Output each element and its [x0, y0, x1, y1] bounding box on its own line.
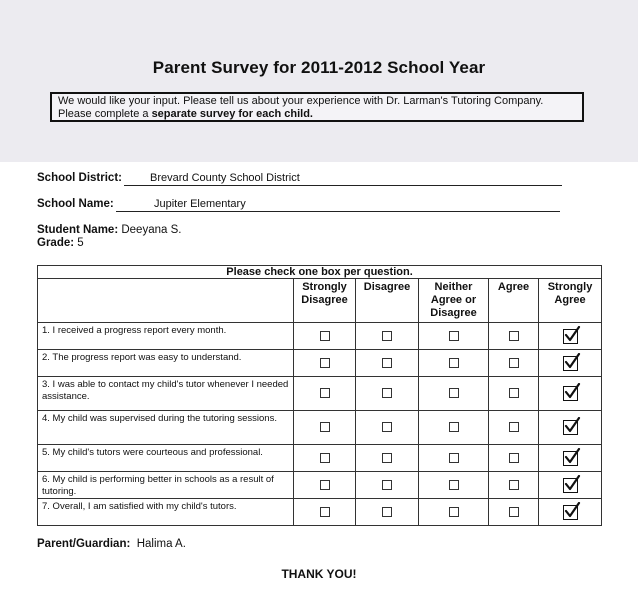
checkbox[interactable]: [320, 453, 330, 463]
question-rows: [38, 323, 602, 526]
checkbox[interactable]: [382, 453, 392, 463]
checkbox[interactable]: [449, 358, 459, 368]
answer-cell: [539, 472, 602, 499]
answer-cell: [539, 350, 602, 377]
intro-line-2-bold: separate survey for each child.: [151, 108, 313, 120]
checkmark-icon: [563, 383, 581, 401]
answer-cell: [356, 323, 419, 350]
student-name-value: Deeyana S.: [121, 224, 182, 236]
checked-checkbox[interactable]: [563, 356, 578, 371]
answer-cell: [539, 411, 602, 445]
intro-line-2-prefix: Please complete a: [58, 108, 152, 120]
table-row: [38, 323, 602, 350]
intro-line-1: We would like your input. Please tell us about your experience with Dr. Larman's Tutoring Company.: [58, 95, 544, 107]
checkbox[interactable]: [382, 480, 392, 490]
school-district-label: School District:: [37, 172, 122, 184]
checkbox[interactable]: [509, 480, 519, 490]
checkbox[interactable]: [449, 480, 459, 490]
checkbox[interactable]: [382, 388, 392, 398]
checkbox[interactable]: [320, 358, 330, 368]
checkbox[interactable]: [382, 358, 392, 368]
question-text: 7. Overall, I am satisfied with my child's tutors.: [38, 499, 294, 526]
checkbox[interactable]: [320, 507, 330, 517]
checkbox[interactable]: [320, 480, 330, 490]
student-name-row: [37, 224, 181, 236]
grade-row: [37, 237, 84, 249]
intro-line-2: [58, 108, 576, 121]
answer-cell: [356, 350, 419, 377]
answer-cell: [539, 445, 602, 472]
checkbox[interactable]: [320, 422, 330, 432]
answer-cell: [294, 499, 356, 526]
checked-checkbox[interactable]: [563, 329, 578, 344]
parent-value: Halima A.: [136, 538, 186, 550]
checked-checkbox[interactable]: [563, 386, 578, 401]
answer-cell: [356, 377, 419, 411]
answer-cell: [419, 472, 489, 499]
answer-cell: [356, 472, 419, 499]
grade-value: 5: [77, 237, 84, 249]
student-name-label: Student Name:: [37, 224, 119, 236]
checkbox[interactable]: [449, 453, 459, 463]
answer-cell: [294, 377, 356, 411]
checkbox[interactable]: [509, 422, 519, 432]
question-header-cell: [38, 279, 294, 323]
checked-checkbox[interactable]: [563, 451, 578, 466]
answer-cell: [419, 350, 489, 377]
checkmark-icon: [563, 502, 581, 520]
answer-cell: [356, 411, 419, 445]
answer-cell: [419, 411, 489, 445]
col-neither: Neither Agree or Disagree: [419, 279, 489, 323]
answer-cell: [419, 445, 489, 472]
answer-cell: [356, 445, 419, 472]
form-title: Parent Survey for 2011-2012 School Year: [152, 58, 486, 77]
answer-cell: [489, 411, 539, 445]
school-name-field[interactable]: Jupiter Elementary: [116, 198, 560, 212]
checkbox[interactable]: [449, 331, 459, 341]
checkmark-icon: [563, 475, 581, 493]
col-strongly-disagree: Strongly Disagree: [294, 279, 356, 323]
intro-box: [50, 92, 584, 122]
checked-checkbox[interactable]: [563, 505, 578, 520]
grade-label: Grade:: [37, 237, 75, 249]
answer-cell: [356, 499, 419, 526]
school-district-field[interactable]: Brevard County School District: [124, 172, 562, 186]
table-row: [38, 445, 602, 472]
header-row: [38, 279, 602, 323]
checkbox[interactable]: [449, 388, 459, 398]
parent-row: [37, 538, 186, 550]
checkbox[interactable]: [382, 422, 392, 432]
table-row: [38, 377, 602, 411]
col-strongly-agree: Strongly Agree: [539, 279, 602, 323]
question-text: 1. I received a progress report every month.: [38, 323, 294, 350]
table-row: [38, 472, 602, 499]
answer-cell: [419, 323, 489, 350]
answer-cell: [294, 350, 356, 377]
survey-table: [37, 265, 602, 526]
answer-cell: [489, 472, 539, 499]
answer-cell: [539, 377, 602, 411]
answer-cell: [294, 472, 356, 499]
question-text: 6. My child is performing better in schools as a result of tutoring.: [38, 472, 294, 499]
answer-cell: [489, 377, 539, 411]
table-row: [38, 411, 602, 445]
question-text: 4. My child was supervised during the tutoring sessions.: [38, 411, 294, 445]
checkbox[interactable]: [509, 453, 519, 463]
col-agree: Agree: [489, 279, 539, 323]
checked-checkbox[interactable]: [563, 478, 578, 493]
checkmark-icon: [563, 448, 581, 466]
answer-cell: [489, 499, 539, 526]
answer-cell: [419, 377, 489, 411]
checkmark-icon: [563, 353, 581, 371]
answer-cell: [539, 499, 602, 526]
checkbox[interactable]: [449, 422, 459, 432]
checkbox[interactable]: [449, 507, 459, 517]
school-name-label: School Name:: [37, 198, 114, 210]
checked-checkbox[interactable]: [563, 420, 578, 435]
checkbox[interactable]: [509, 331, 519, 341]
checkbox[interactable]: [382, 331, 392, 341]
table-row: [38, 499, 602, 526]
checkbox[interactable]: [509, 507, 519, 517]
answer-cell: [294, 411, 356, 445]
checkbox[interactable]: [382, 507, 392, 517]
checkbox[interactable]: [509, 388, 519, 398]
col-disagree: Disagree: [356, 279, 419, 323]
question-text: 3. I was able to contact my child's tutor whenever I needed assistance.: [38, 377, 294, 411]
header-band: [0, 0, 638, 162]
answer-cell: [294, 445, 356, 472]
answer-cell: [489, 445, 539, 472]
answer-cell: [489, 350, 539, 377]
question-text: 5. My child's tutors were courteous and professional.: [38, 445, 294, 472]
table-row: [38, 350, 602, 377]
answer-cell: [489, 323, 539, 350]
answer-cell: [294, 323, 356, 350]
answer-cell: [539, 323, 602, 350]
checkbox[interactable]: [509, 358, 519, 368]
checkmark-icon: [563, 326, 581, 344]
table-caption: Please check one box per question.: [38, 266, 602, 279]
thank-you-text: THANK YOU!: [281, 567, 357, 581]
checkbox[interactable]: [320, 331, 330, 341]
checkmark-icon: [563, 417, 581, 435]
parent-label: Parent/Guardian:: [37, 538, 131, 550]
answer-cell: [419, 499, 489, 526]
question-text: 2. The progress report was easy to understand.: [38, 350, 294, 377]
checkbox[interactable]: [320, 388, 330, 398]
